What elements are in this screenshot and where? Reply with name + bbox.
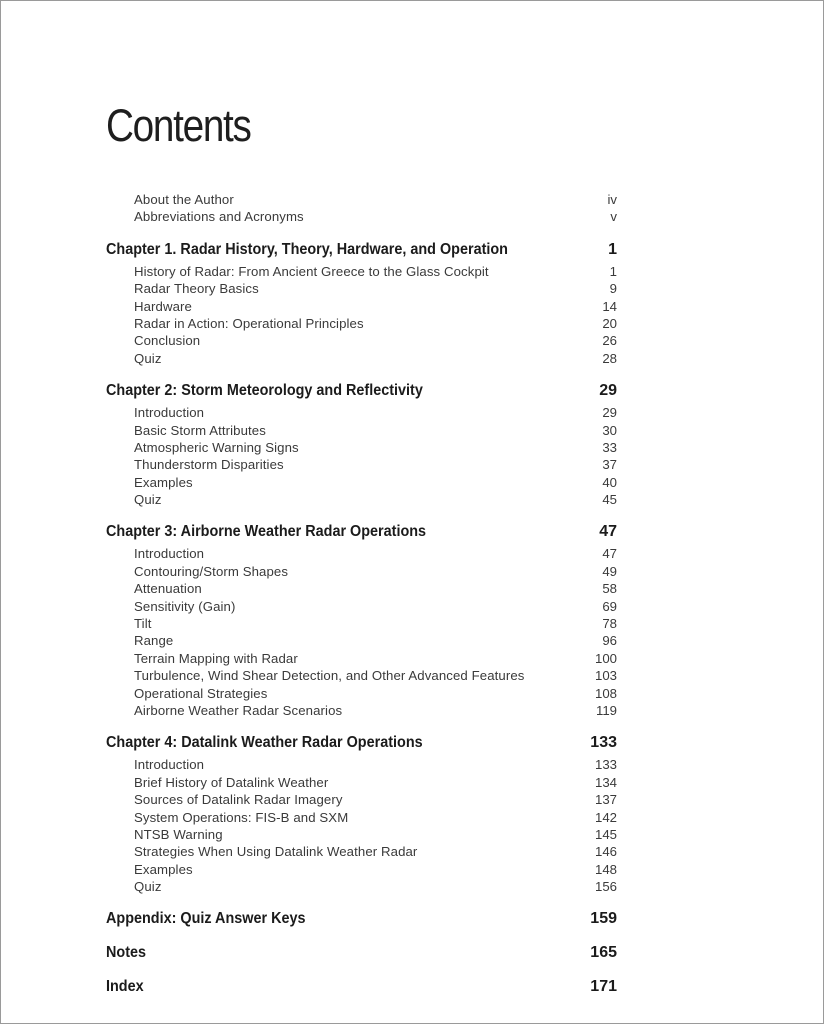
entry-page-number: 28 — [602, 350, 617, 366]
entry-page-number: 133 — [590, 734, 617, 752]
section-entry[interactable] — [106, 456, 617, 473]
entry-title: Sensitivity (Gain) — [134, 598, 236, 614]
entry-page-number: iv — [607, 192, 617, 207]
entry-title: System Operations: FIS-B and SXM — [134, 809, 349, 825]
section-entry[interactable] — [106, 350, 617, 367]
entry-title: Examples — [134, 861, 193, 877]
entry-title: Introduction — [134, 405, 205, 421]
entry-page-number: 171 — [590, 977, 617, 995]
back-matter-entry[interactable] — [106, 908, 617, 930]
section-entry[interactable] — [106, 650, 617, 667]
entry-title: NTSB Warning — [134, 826, 223, 842]
section-entry[interactable] — [106, 263, 617, 280]
entry-title: Appendix: Quiz Answer Keys — [106, 909, 306, 927]
entry-title: Turbulence, Wind Shear Detection, and Other Advanced Features — [134, 668, 525, 684]
section-entry[interactable] — [106, 861, 617, 878]
entry-page-number: 58 — [602, 581, 617, 597]
chapter-heading[interactable] — [106, 380, 617, 402]
section-entry[interactable] — [106, 826, 617, 843]
section-entry[interactable] — [106, 404, 617, 421]
chapter-heading[interactable] — [106, 239, 617, 261]
entry-page-number: 37 — [602, 457, 617, 473]
section-entry[interactable] — [106, 667, 617, 684]
entry-page-number: 165 — [590, 943, 617, 961]
entry-page-number: 119 — [595, 702, 617, 718]
entry-title: Chapter 4: Datalink Weather Radar Operations — [106, 734, 423, 752]
section-entry[interactable] — [106, 545, 617, 562]
section-entry[interactable] — [106, 615, 617, 632]
entry-title: History of Radar: From Ancient Greece to the Glass Cockpit — [134, 263, 489, 279]
entry-page-number: 142 — [594, 809, 617, 825]
entry-title: Range — [134, 633, 174, 649]
entry-title: Tilt — [134, 616, 152, 632]
chapter-heading[interactable] — [106, 521, 617, 543]
section-entry[interactable] — [106, 598, 617, 615]
entry-title: Hardware — [134, 298, 192, 314]
back-matter-entry[interactable] — [106, 942, 617, 964]
entry-title: Chapter 2: Storm Meteorology and Reflectivity — [106, 382, 423, 400]
entry-page-number: 108 — [594, 685, 617, 701]
table-of-contents — [106, 191, 617, 998]
entry-title: Atmospheric Warning Signs — [134, 439, 299, 455]
entry-page-number: 40 — [602, 474, 617, 490]
section-entry[interactable] — [106, 791, 617, 808]
entry-title: Terrain Mapping with Radar — [134, 650, 298, 666]
section-entry[interactable] — [106, 843, 617, 860]
section-entry[interactable] — [106, 491, 617, 508]
section-entry[interactable] — [106, 702, 617, 719]
entry-title: Brief History of Datalink Weather — [134, 774, 329, 790]
section-entry[interactable] — [106, 756, 617, 773]
section-entry[interactable] — [106, 685, 617, 702]
section-entry[interactable] — [106, 774, 617, 791]
entry-title: Examples — [134, 474, 193, 490]
entry-title: Contouring/Storm Shapes — [134, 563, 289, 579]
entry-page-number: 26 — [602, 333, 617, 349]
entry-title: Quiz — [134, 350, 162, 366]
entry-title: Attenuation — [134, 581, 202, 597]
section-entry[interactable] — [106, 422, 617, 439]
entry-page-number: v — [610, 209, 617, 225]
entry-page-number: 9 — [609, 281, 617, 297]
entry-title: Introduction — [134, 546, 205, 562]
entry-page-number: 100 — [594, 650, 617, 666]
entry-page-number: 20 — [602, 315, 617, 331]
entry-title: Quiz — [134, 492, 162, 508]
section-entry[interactable] — [106, 474, 617, 491]
entry-page-number: 1 — [608, 240, 617, 258]
entry-page-number: 14 — [602, 298, 617, 314]
entry-title: Sources of Datalink Radar Imagery — [134, 792, 343, 808]
entry-title: Quiz — [134, 879, 162, 895]
entry-page-number: 47 — [602, 546, 617, 562]
entry-page-number: 33 — [602, 439, 617, 455]
entry-title: Radar in Action: Operational Principles — [134, 315, 364, 331]
entry-page-number: 96 — [602, 633, 617, 649]
entry-title: Radar Theory Basics — [134, 281, 259, 297]
entry-title: Introduction — [134, 757, 205, 773]
entry-page-number: 148 — [594, 861, 617, 877]
section-entry[interactable] — [106, 632, 617, 649]
entry-page-number: 133 — [594, 757, 617, 773]
entry-page-number: 69 — [602, 598, 617, 614]
front-matter-entry[interactable] — [106, 191, 617, 208]
entry-title: Notes — [106, 943, 147, 961]
entry-page-number: 29 — [599, 382, 617, 400]
section-entry[interactable] — [106, 280, 617, 297]
entry-title: About the Author — [134, 192, 234, 207]
entry-page-number: 103 — [594, 668, 617, 684]
back-matter-entry[interactable] — [106, 976, 617, 998]
section-entry[interactable] — [106, 315, 617, 332]
entry-page-number: 1 — [609, 263, 617, 279]
entry-page-number: 134 — [594, 774, 617, 790]
entry-title: Basic Storm Attributes — [134, 422, 266, 438]
section-entry[interactable] — [106, 878, 617, 895]
entry-page-number: 47 — [599, 523, 617, 541]
entry-page-number: 29 — [602, 405, 617, 421]
entry-title: Operational Strategies — [134, 685, 268, 701]
chapter-heading[interactable] — [106, 732, 617, 754]
section-entry[interactable] — [106, 563, 617, 580]
section-entry[interactable] — [106, 809, 617, 826]
front-matter-entry[interactable] — [106, 208, 617, 225]
section-entry[interactable] — [106, 298, 617, 315]
entry-page-number: 45 — [602, 492, 617, 508]
entry-page-number: 146 — [594, 844, 617, 860]
entry-page-number: 156 — [594, 879, 617, 895]
entry-title: Abbreviations and Acronyms — [134, 209, 304, 225]
entry-page-number: 78 — [602, 616, 617, 632]
entry-page-number: 137 — [594, 792, 617, 808]
entry-page-number: 30 — [602, 422, 617, 438]
entry-title: Index — [106, 977, 144, 995]
entry-title: Strategies When Using Datalink Weather Radar — [134, 844, 418, 860]
section-entry[interactable] — [106, 580, 617, 597]
entry-title: Conclusion — [134, 333, 201, 349]
entry-title: Airborne Weather Radar Scenarios — [134, 702, 343, 718]
section-entry[interactable] — [106, 332, 617, 349]
entry-page-number: 49 — [602, 563, 617, 579]
page-title: Contents — [106, 100, 251, 151]
entry-title: Thunderstorm Disparities — [134, 457, 284, 473]
section-entry[interactable] — [106, 439, 617, 456]
entry-page-number: 145 — [594, 826, 617, 842]
entry-title: Chapter 1. Radar History, Theory, Hardware, and Operation — [106, 240, 508, 258]
entry-title: Chapter 3: Airborne Weather Radar Operations — [106, 523, 427, 541]
entry-page-number: 159 — [590, 909, 617, 927]
